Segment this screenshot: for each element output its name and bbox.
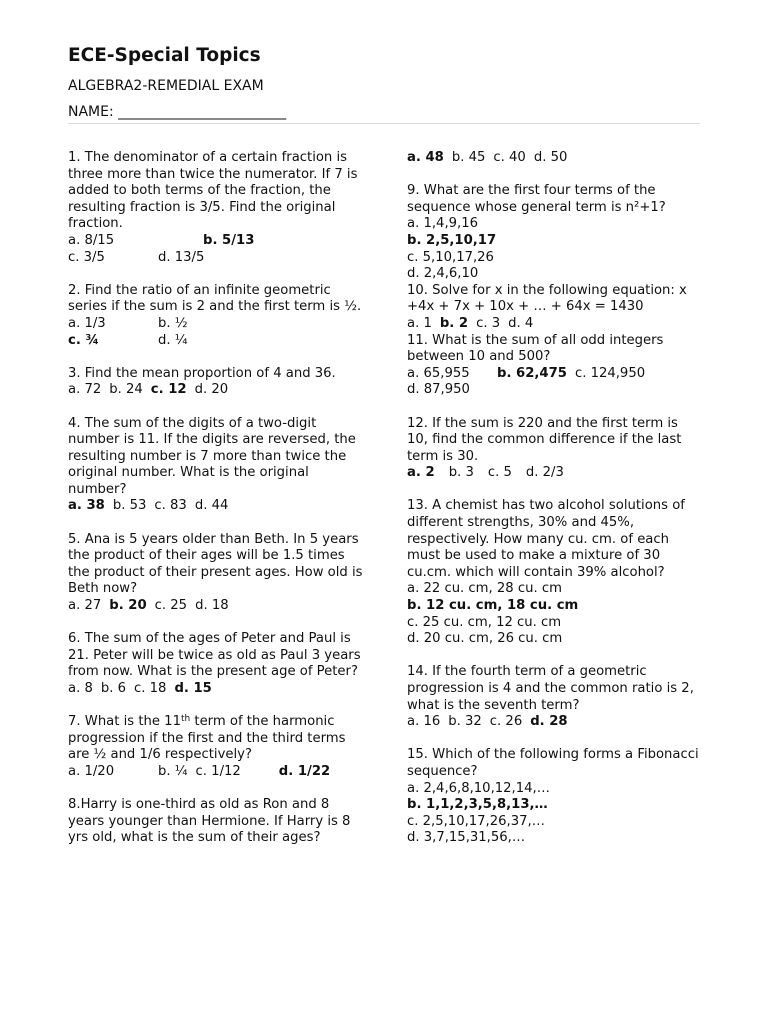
choice-12a-answer: a. 2 [407,465,435,481]
choice-7c: c. 1/12 [195,763,241,779]
choice-13b-answer: b. 12 cu. cm, 18 cu. cm [407,598,579,614]
question-14 [407,664,703,730]
choice-11c: c. 124,950 [574,365,646,381]
question-7-choices [68,764,368,781]
choice-9c: c. 5,10,17,26 [407,249,494,265]
choice-8b: b. 45 [451,150,486,165]
choice-9d: d. 2,4,6,10 [407,266,479,282]
choice-8d: d. 50 [533,150,568,165]
choice-15b-answer: b. 1,1,2,3,5,8,13,… [407,797,548,813]
choice-13a: a. 22 cu. cm, 28 cu. cm [407,581,562,597]
question-5-choices [68,598,368,615]
question-10-choices [407,316,703,333]
question-7-text [68,714,368,764]
choice-11a: a. 65,955 [407,365,470,381]
question-7-text-start: 7. What is the 11 [68,714,181,730]
question-6 [68,631,368,697]
question-2-choices-row-2 [68,333,368,350]
question-11-text: 11. What is the sum of all odd integers between 10 and 500? [407,332,664,365]
question-14-text: 14. If the fourth term of a geometric progression is 4 and the common ratio is 2, what is the seventh term? [407,664,694,713]
choice-4a-answer: a. 38 [68,498,105,514]
choice-6c: c. 18 [134,681,167,696]
question-13 [407,498,703,647]
choice-10a: a. 1 [407,315,432,331]
choice-8c: c. 40 [493,150,526,165]
question-4 [68,416,368,516]
question-9-text: 9. What are the first four terms of the sequence whose general term is n²+1? [407,183,666,215]
choice-9a: a. 1,4,9,16 [407,216,478,232]
choice-11b-answer: b. 62,475 [497,365,567,381]
choice-10d: d. 4 [508,315,534,331]
choice-9b-answer: b. 2,5,10,17 [407,232,497,248]
choice-6b: b. 6 [100,681,127,696]
choice-15c: c. 2,5,10,17,26,37,… [407,813,545,829]
choice-15a: a. 2,4,6,8,10,12,14,… [407,780,550,796]
question-1-text: 1. The denominator of a certain fraction is three more than twice the numerator. If 7 is added to both terms of the fraction, the resulting fraction is 3/5. Find the original fraction. [68,150,358,232]
exam-subtitle: ALGEBRA2-REMEDIAL EXAM [68,78,264,94]
choice-2a: a. 1/3 [68,315,106,331]
choice-3d: d. 20 [194,382,229,398]
choice-13c: c. 25 cu. cm, 12 cu. cm [407,614,562,630]
choice-6a: a. 8 [68,681,93,696]
question-7-superscript: th [180,714,191,725]
choice-4c: c. 83 [154,498,187,514]
choice-14c: c. 26 [489,714,523,730]
choice-1a: a. 8/15 [68,232,115,248]
question-3-choices [68,382,368,399]
question-15 [407,747,703,847]
choice-10c: c. 3 [476,315,501,331]
question-8 [68,797,368,847]
choice-6d-answer: d. 15 [174,681,212,696]
choice-5c: c. 25 [154,598,188,614]
question-5-text: 5. Ana is 5 years older than Beth. In 5 years the product of their ages will be 1.5 times the product of their present ages. How old is Beth now? [68,531,363,597]
question-3-text: 3. Find the mean proportion of 4 and 36. [68,365,336,381]
question-9 [407,183,703,283]
choice-5d: d. 18 [195,598,229,614]
choice-4b: b. 53 [112,498,147,514]
choice-3b: b. 24 [109,382,143,398]
question-2 [68,283,368,349]
question-5 [68,532,368,615]
question-4-text: 4. The sum of the digits of a two-digit number is 11. If the digits are reversed, the resulting number is 7 more than twice the original number. What is the original number? [68,415,356,497]
header-divider [68,123,700,124]
choice-12d: d. 2/3 [525,465,564,481]
question-10 [407,283,703,333]
question-12-text: 12. If the sum is 220 and the first term is 10, find the common difference if the last term is 30. [407,415,682,464]
choice-2b: b. ½ [158,315,188,331]
choice-13d: d. 20 cu. cm, 26 cu. cm [407,631,563,647]
choice-1d: d. 13/5 [158,249,205,265]
question-1-choices-row-1 [68,233,368,250]
question-15-text: 15. Which of the following forms a Fibonacci sequence? [407,747,699,779]
choice-7a: a. 1/20 [68,763,115,779]
choice-1b-answer: b. 5/13 [203,232,255,248]
question-7-text-end: term of the harmonic progression if the first and the third terms are ½ and 1/6 respectively? [68,714,346,763]
question-12 [407,416,703,482]
question-2-choices-row-1 [68,316,368,333]
choice-11d: d. 87,950 [407,382,470,398]
question-8-choices [407,150,703,167]
choice-1c: c. 3/5 [68,249,105,265]
question-1 [68,150,368,266]
question-13-text: 13. A chemist has two alcohol solutions of different strengths, 30% and 45%, respectively. How many cu. cm. of each must be used to make a mixture of 30 cu.cm. which will contain 39% alcohol? [407,498,685,580]
name-field-line: NAME: ________________________ [68,104,287,120]
question-14-choices [407,714,703,731]
choice-4d: d. 44 [194,498,229,514]
choice-7d-answer: d. 1/22 [278,763,331,779]
choice-5a: a. 27 [68,598,102,614]
question-3 [68,366,368,399]
question-8-text: 8.Harry is one-third as old as Ron and 8 years younger than Hermione. If Harry is 8 yrs old, what is the sum of their ages? [68,797,351,846]
choice-2d: d. ¼ [158,332,188,348]
choice-3c-answer: c. 12 [150,382,187,398]
choice-12b: b. 3 [448,465,474,481]
question-11 [407,333,703,399]
document-title: ECE-Special Topics [68,45,261,66]
question-6-text: 6. The sum of the ages of Peter and Paul is 21. Peter will be twice as old as Paul 3 years from now. What is the present age of Peter? [68,631,361,680]
choice-15d: d. 3,7,15,31,56,… [407,830,526,846]
choice-3a: a. 72 [68,382,102,398]
question-10-text: 10. Solve for x in the following equation: x +4x + 7x + 10x + … + 64x = 1430 [407,282,687,315]
question-7 [68,714,368,780]
question-6-choices [68,681,368,698]
left-column [68,150,368,864]
right-column [407,150,703,864]
choice-2c-answer: c. ¾ [68,332,100,348]
choice-8a-answer: a. 48 [407,150,444,165]
choice-14d-answer: d. 28 [530,714,568,730]
choice-7b: b. ¼ [158,763,188,779]
question-8-choices-block [407,150,703,167]
choice-10b-answer: b. 2 [439,315,469,331]
question-4-choices [68,498,368,515]
question-2-text: 2. Find the ratio of an infinite geometric series if the sum is 2 and the first term is ½. [68,282,362,315]
question-1-choices-row-2 [68,250,368,267]
choice-14a: a. 16 [407,714,441,730]
choice-5b-answer: b. 20 [109,598,147,614]
question-12-choices [407,465,703,482]
question-11-choices-row-1 [407,366,703,383]
choice-14b: b. 32 [448,714,482,730]
choice-12c: c. 5 [487,465,512,481]
